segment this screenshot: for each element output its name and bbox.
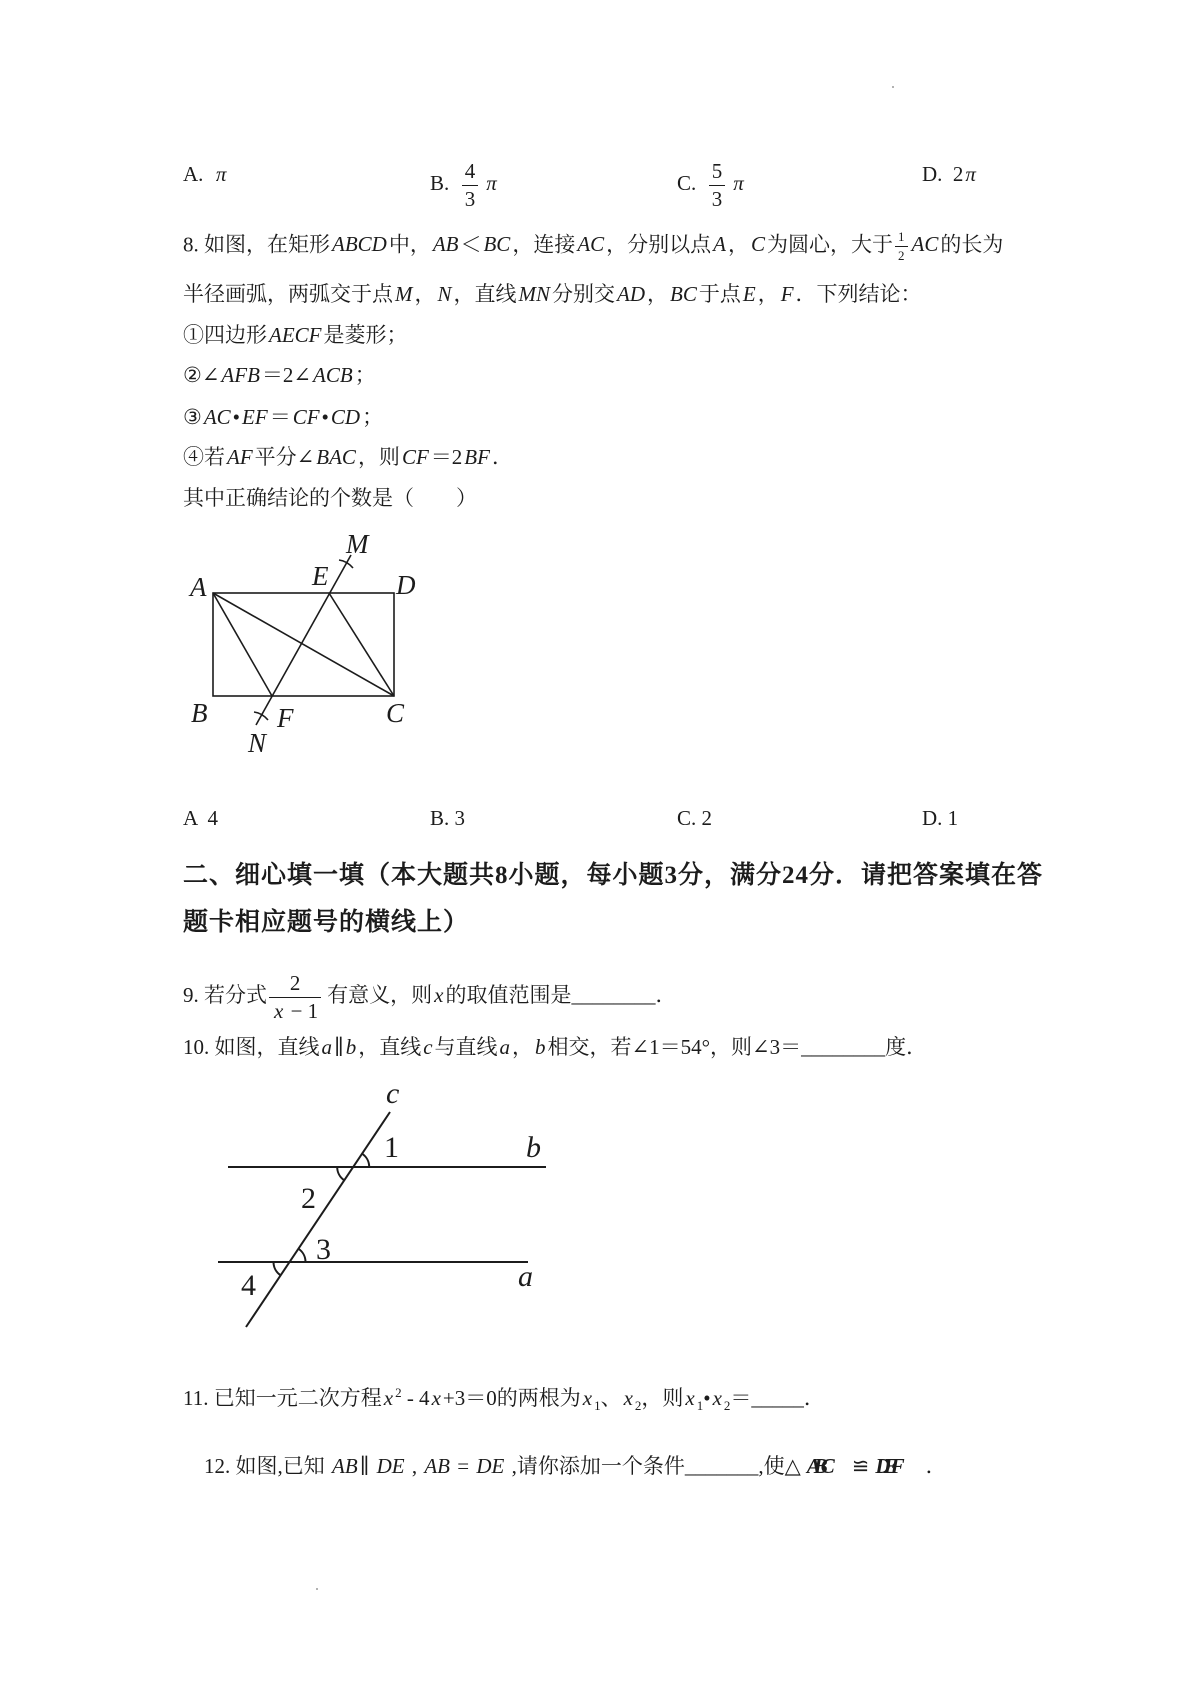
q7-option-a [183, 160, 228, 188]
subscript: 1 [594, 1398, 601, 1413]
math-symbol: ABCD [332, 232, 387, 257]
math-symbol: π [215, 162, 227, 186]
math-symbol: AC [911, 232, 939, 257]
math-symbol: AFB [221, 363, 260, 387]
text-run: 8. 如图，在矩形 [183, 232, 330, 257]
text-run: ， [512, 1035, 534, 1059]
fraction-denominator [895, 247, 908, 263]
text-run: 于点 [698, 282, 741, 306]
text-run: ． [803, 1386, 825, 1410]
label-angle-2: 2 [301, 1182, 316, 1215]
q8-option-d: D. 1 [922, 806, 959, 830]
text-run: • [321, 405, 329, 429]
text-run: • [703, 1386, 711, 1410]
text-run: ＝ [269, 405, 291, 429]
label-point-b: B [191, 698, 208, 728]
fraction [269, 972, 321, 1022]
math-symbol: x [623, 1386, 633, 1410]
q8-conclusion-2 [183, 361, 376, 389]
text-run: 1 [898, 229, 905, 244]
text-run: = [452, 1454, 475, 1478]
text-run: ， [757, 282, 779, 306]
line-mn [256, 555, 351, 725]
q10-figure-parallel-lines [200, 1070, 560, 1340]
q10-text [183, 1033, 927, 1061]
text-run: +3＝0的两根为 [442, 1386, 581, 1410]
scan-speck-bottom [316, 1588, 318, 1590]
fraction [895, 230, 908, 263]
math-symbol: x [434, 982, 444, 1007]
text-run: ④若 [183, 445, 225, 469]
text-run: ,使△ [758, 1454, 801, 1478]
text-run: 半径画弧，两弧交于点 [183, 282, 393, 306]
q7-option-c [677, 159, 746, 211]
math-symbol: π [733, 170, 744, 195]
math-symbol: ACB [313, 363, 353, 387]
math-symbol: BC [483, 232, 511, 257]
text-run: ； [354, 363, 376, 387]
math-symbol: a [499, 1035, 511, 1059]
math-symbol: b [535, 1035, 546, 1059]
math-symbol: A [713, 232, 726, 257]
math-symbol: C [751, 232, 766, 257]
label-angle-1: 1 [384, 1131, 399, 1164]
text-run: ． [491, 445, 513, 469]
math-symbol: AF [227, 445, 253, 469]
math-symbol: b [345, 1035, 357, 1059]
math-symbol: π [486, 170, 497, 195]
math-symbol: AC [203, 405, 231, 429]
math-symbol: CF [401, 445, 429, 469]
text-run: 9. 若分式 [183, 982, 267, 1007]
text-run: 中， [388, 232, 431, 257]
math-symbol: BC [670, 282, 697, 306]
text-run: 2 [952, 162, 964, 186]
q8-conclusion-1 [183, 321, 408, 349]
triangle-def: DEF [875, 1454, 898, 1478]
segment-ec [329, 593, 394, 696]
superscript: 2 [395, 1385, 402, 1400]
text-run: 3 [464, 186, 476, 211]
line-c [246, 1112, 390, 1327]
text-run: 12. 如图,已知 [204, 1454, 330, 1478]
subscript: 2 [723, 1398, 731, 1413]
fraction [462, 160, 479, 210]
text-run: 5 [711, 159, 723, 183]
text-run: ， [414, 282, 436, 306]
text-run: ； [362, 405, 384, 429]
text-run: 2 [289, 971, 301, 995]
label-point-a: A [190, 572, 207, 602]
fraction-numerator [269, 972, 321, 998]
math-symbol: x [274, 998, 284, 1023]
triangle-abc: ABC [806, 1454, 828, 1478]
answer-blank: ________ [571, 982, 656, 1007]
math-symbol: x [712, 1386, 722, 1410]
section-heading-line-1: 二、细心填一填（本大题共8小题，每小题3分，满分24分．请把答案填在答 [183, 862, 1044, 889]
text-run: 10. 如图，直线 [183, 1035, 320, 1059]
fraction-numerator [709, 160, 726, 186]
math-symbol: F [780, 282, 794, 306]
q8-option-c: C. 2 [677, 806, 713, 830]
math-symbol: BAC [316, 445, 356, 469]
angle-4-arc [274, 1262, 281, 1275]
q8-option-b: B. 3 [430, 806, 466, 830]
text-run: ．下列结论： [795, 282, 922, 306]
math-symbol: AB [332, 1454, 358, 1478]
label-line-b: b [526, 1131, 541, 1164]
q8-question: 其中正确结论的个数是（ ） [183, 486, 477, 510]
text-run: ∥ [359, 1454, 375, 1478]
text-run: ①四边形 [183, 323, 267, 347]
text-run: ，直线 [358, 1035, 422, 1059]
label-angle-3: 3 [316, 1233, 331, 1266]
label-point-e: E [312, 561, 329, 591]
diagonal-ac [213, 593, 394, 696]
fraction [709, 160, 726, 210]
end-period: ． [925, 1454, 947, 1478]
text-run: 与直线 [434, 1035, 498, 1059]
text-run: 度． [885, 1035, 928, 1059]
math-symbol: AECF [269, 323, 322, 347]
math-symbol: DE [376, 1454, 405, 1478]
math-symbol: x [383, 1386, 394, 1410]
fraction-numerator [462, 160, 479, 186]
text-run: 分别交 [552, 282, 616, 306]
math-symbol: EF [242, 405, 268, 429]
math-symbol: a [321, 1035, 332, 1059]
text-run: • [232, 405, 241, 429]
text-run: ＝ [730, 1386, 752, 1410]
text-run: , [406, 1454, 423, 1478]
text-run: ②∠ [183, 363, 220, 387]
angle-3-arc [298, 1249, 305, 1262]
text-run: ，直线 [453, 282, 517, 306]
math-symbol: DE [476, 1454, 505, 1478]
text-run: ，连接 [512, 232, 576, 257]
section-heading-line-2: 题卡相应题号的横线上） [183, 909, 470, 936]
q9-text [183, 971, 677, 1023]
fraction-denominator [709, 186, 726, 211]
subscript: 1 [696, 1398, 704, 1413]
q7-option-d [922, 160, 978, 188]
q8-option-a: A 4 [183, 806, 219, 830]
math-symbol: MN [518, 282, 551, 306]
text-run: 的取值范围是 [445, 982, 572, 1007]
angle-2-arc [337, 1167, 344, 1180]
math-symbol: CF [292, 405, 320, 429]
label-point-f: F [277, 703, 294, 733]
math-symbol: AD [617, 282, 646, 306]
q8-conclusion-4 [183, 443, 513, 471]
text-run: ． [655, 982, 677, 1007]
text-run: D. [922, 162, 953, 186]
text-run: B. [430, 170, 460, 195]
math-symbol: x [685, 1386, 695, 1410]
text-run: ∥ [334, 1035, 344, 1059]
subscript: 2 [634, 1398, 642, 1413]
label-angle-4: 4 [241, 1269, 256, 1302]
text-run: 11. 已知一元二次方程 [183, 1386, 382, 1410]
math-symbol: AB [424, 1454, 451, 1478]
text-run: 平分∠ [254, 445, 315, 469]
math-symbol: x [582, 1386, 593, 1410]
q8-conclusion-3 [183, 403, 383, 431]
text-run: ，则 [641, 1386, 684, 1410]
label-line-a: a [518, 1260, 533, 1293]
label-point-d: D [396, 570, 416, 600]
text-run: 的长为 [940, 232, 1004, 257]
q8-stem-line-1 [183, 229, 1004, 264]
label-point-n: N [248, 728, 267, 758]
text-run: 3 [711, 186, 723, 211]
q12-text [183, 1424, 947, 1478]
fraction-numerator [895, 230, 908, 247]
answer-blank: _____ [751, 1386, 804, 1410]
q11-text [183, 1384, 825, 1412]
math-symbol: x [431, 1386, 441, 1410]
math-symbol: CD [330, 405, 361, 429]
answer-blank: ________ [801, 1035, 886, 1059]
math-symbol: M [395, 282, 413, 306]
text-run: ,请你添加一个条件 [506, 1454, 685, 1478]
math-symbol: AB [432, 232, 459, 257]
text-run: 2 [898, 248, 905, 264]
text-run: 是菱形； [323, 323, 408, 347]
text-run: C. [677, 170, 707, 195]
text-run: ， [647, 282, 669, 306]
congruence-symbol: ≌ [851, 1454, 870, 1478]
text-run: − 1 [285, 998, 319, 1023]
text-run: ＜ [460, 232, 482, 257]
text-run: ③ [183, 405, 202, 429]
q12-stem [204, 1454, 801, 1478]
text-run: ，分别以点 [606, 232, 712, 257]
text-run: 4 [464, 159, 476, 183]
math-symbol: BF [464, 445, 490, 469]
text-run: 相交，若∠1＝54°，则∠3＝ [547, 1035, 802, 1059]
text-run: ，则 [357, 445, 400, 469]
text-run: A. [183, 162, 214, 186]
math-symbol: E [742, 282, 756, 306]
text-run: 为圆心，大于 [767, 232, 894, 257]
math-symbol: N [437, 282, 452, 306]
answer-blank: _______ [684, 1454, 759, 1478]
q7-option-b [430, 159, 499, 211]
label-line-c: c [386, 1077, 400, 1110]
math-symbol: c [423, 1035, 433, 1059]
label-point-c: C [386, 698, 405, 728]
fraction-denominator [269, 998, 321, 1023]
q8-figure-rectangle [180, 520, 440, 765]
text-run: 、 [600, 1386, 622, 1410]
text-run: ＝2∠ [261, 363, 312, 387]
fraction-denominator [462, 186, 479, 211]
angle-1-arc [362, 1154, 369, 1167]
math-symbol: π [965, 162, 976, 186]
scan-speck-top [892, 86, 894, 88]
text-run: - 4 [401, 1386, 430, 1410]
label-point-m: M [346, 529, 369, 559]
text-run: ， [728, 232, 749, 257]
math-symbol: AC [577, 232, 605, 257]
text-run: 有意义，则 [327, 982, 433, 1007]
q8-stem-line-2 [183, 280, 922, 308]
text-run: ＝2 [430, 445, 463, 469]
segment-af [213, 593, 272, 696]
